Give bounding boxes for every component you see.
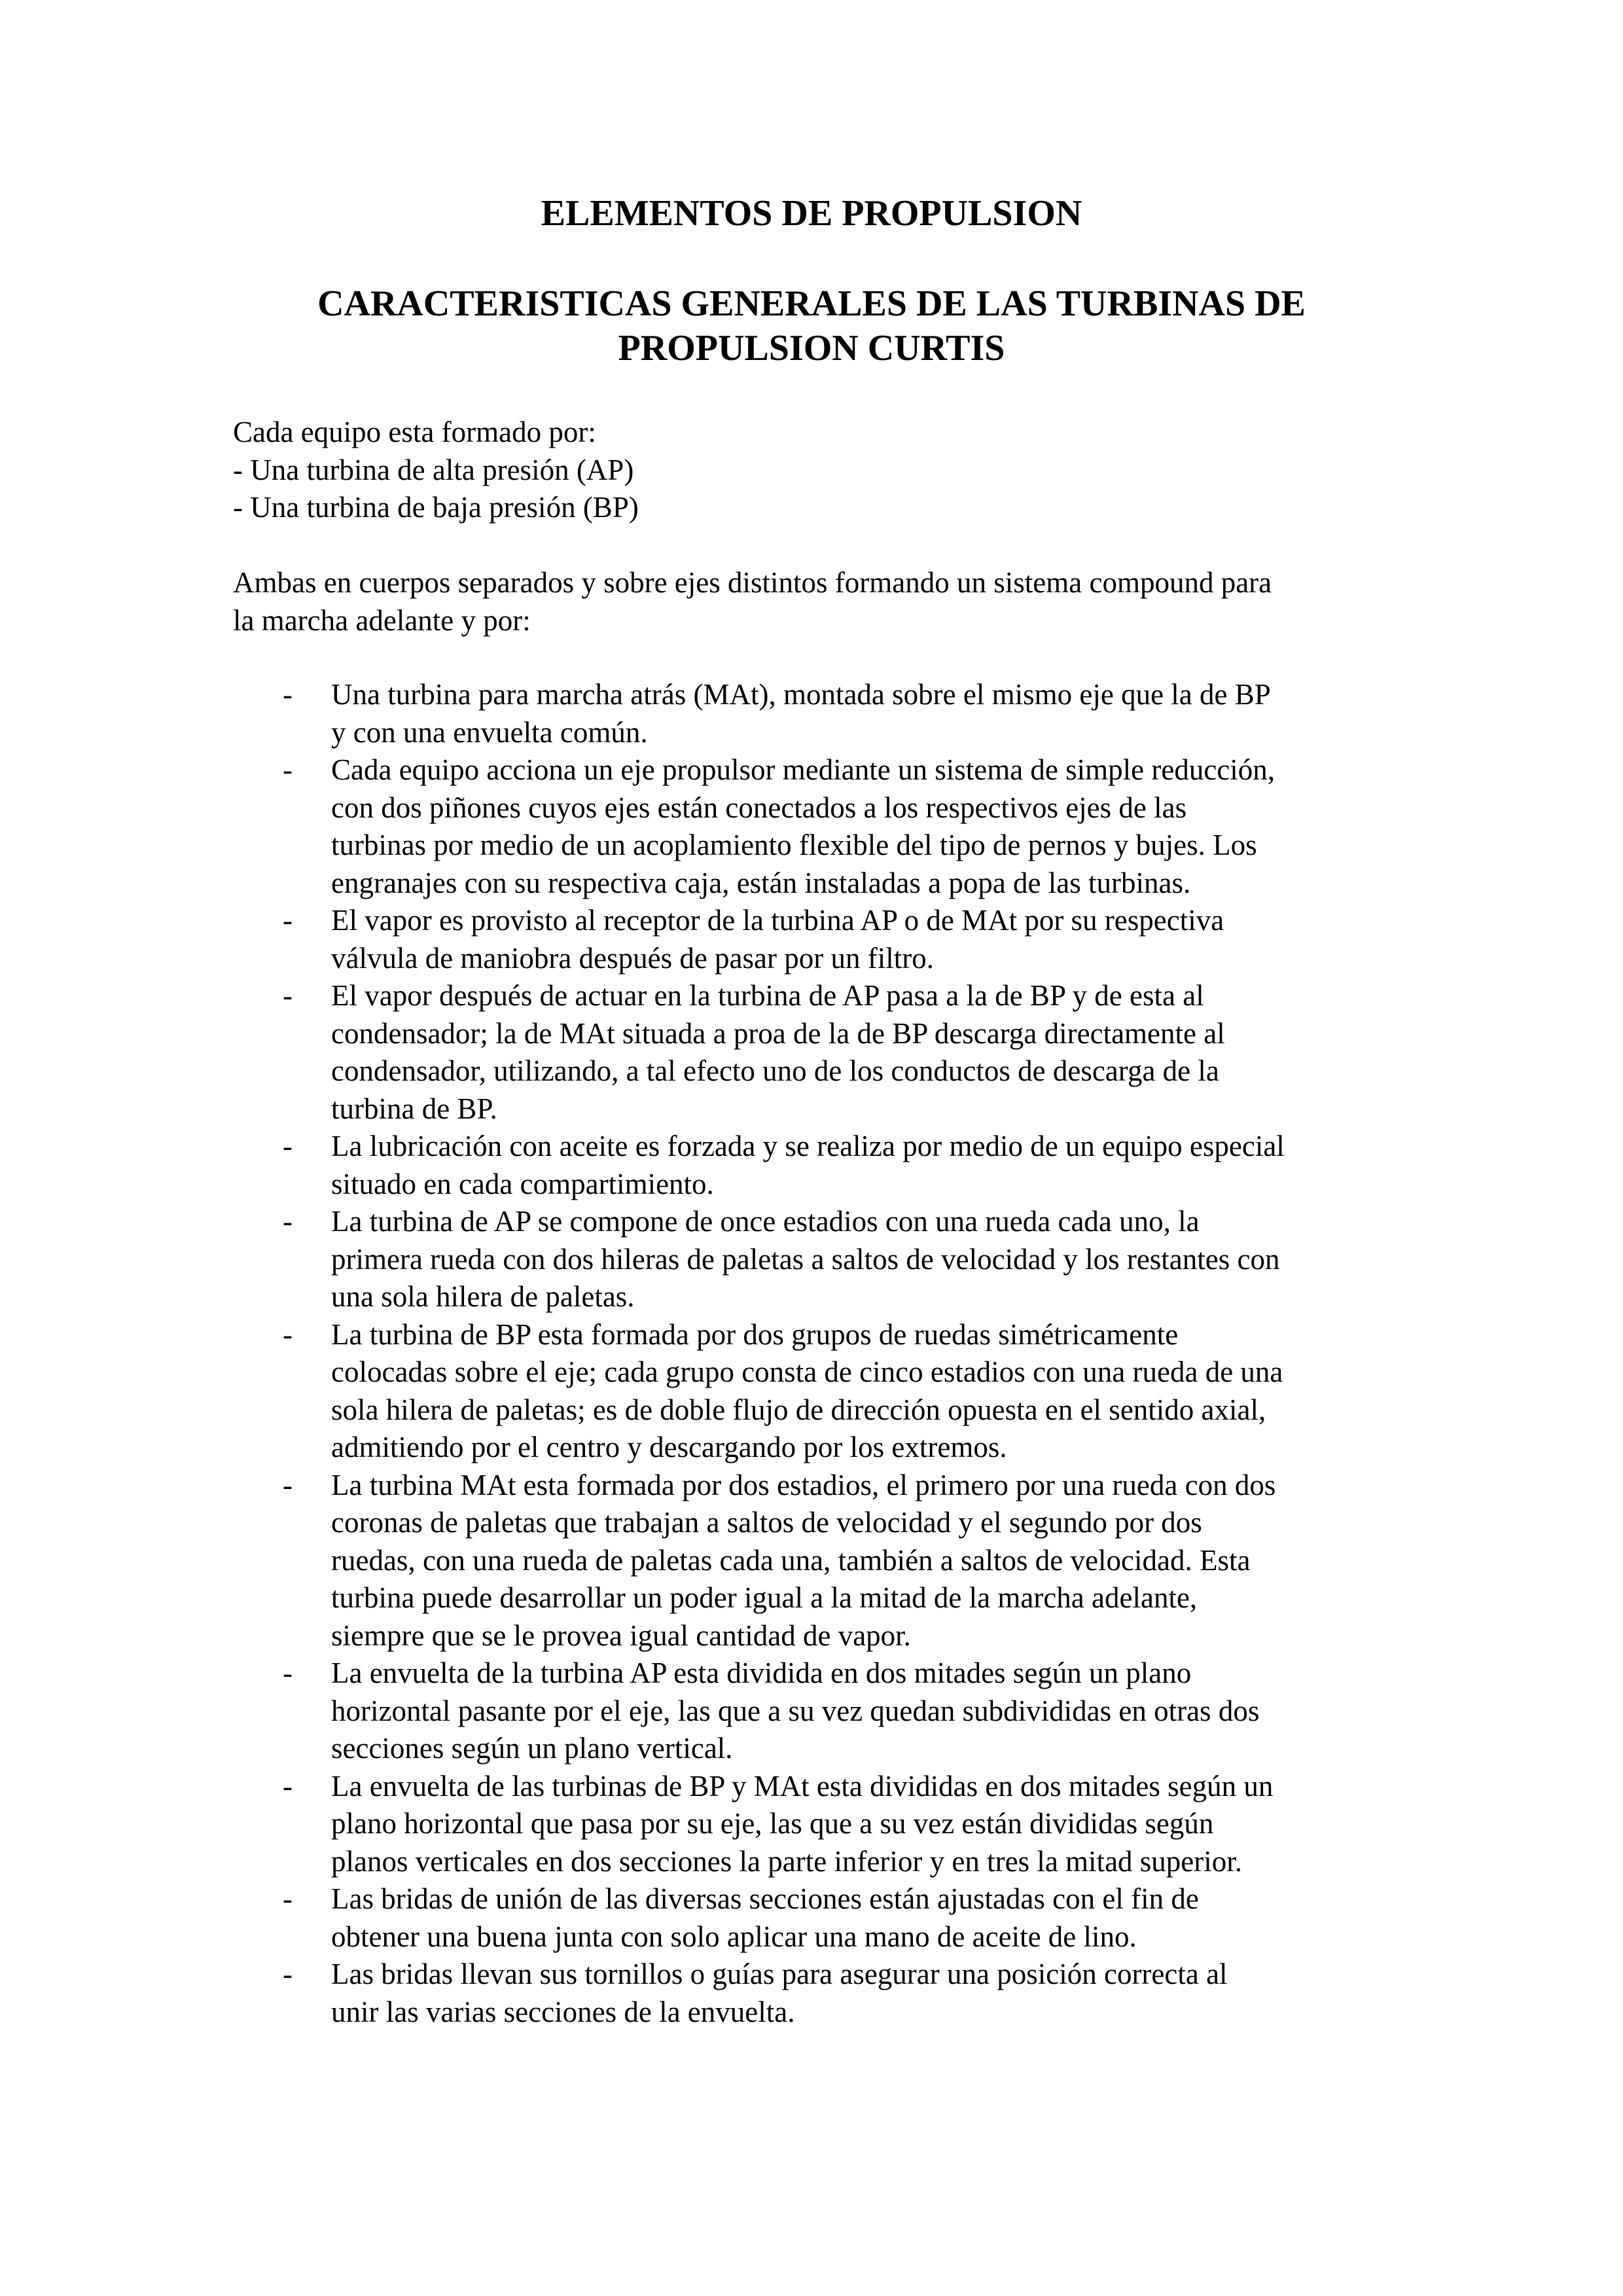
bullet-text-line: con dos piñones cuyos ejes están conectados a los respectivos ejes de las [331, 791, 1187, 824]
bullet-text-line: El vapor es provisto al receptor de la turbina AP o de MAt por su respectiva [331, 904, 1224, 937]
bullet-text-line: La envuelta de las turbinas de BP y MAt esta divididas en dos mitades según un [331, 1769, 1274, 1803]
bullet-text-line: La lubricación con aceite es forzada y se realiza por medio de un equipo especial [331, 1130, 1285, 1162]
bullet-text-line: plano horizontal que pasa por su eje, las que a su vez están divididas según [331, 1807, 1214, 1840]
bullet-text-line: horizontal pasante por el eje, las que a su vez quedan subdivididas en otras dos [331, 1694, 1260, 1727]
bullet-item [233, 676, 1411, 751]
intro-line: - Una turbina de alta presión (AP) [233, 453, 634, 486]
bullet-text-line: turbina de BP. [331, 1092, 497, 1125]
bullet-text-line: Las bridas llevan sus tornillos o guías para asegurar una posición correcta al [331, 1958, 1228, 1990]
bullet-text-line: Una turbina para marcha atrás (MAt), montada sobre el mismo eje que la de BP [331, 678, 1271, 711]
bullet-marker: - [283, 1958, 293, 1990]
bullet-item [233, 1128, 1411, 1203]
bullet-marker: - [283, 1205, 293, 1238]
subtitle-line: PROPULSION CURTIS [618, 328, 1005, 368]
bullet-text-line: admitiendo por el centro y descargando por los extremos. [331, 1431, 1007, 1463]
bullet-text-line: siempre que se le provea igual cantidad de vapor. [331, 1619, 911, 1652]
page-title: ELEMENTOS DE PROPULSION [541, 193, 1082, 234]
intro-line: Cada equipo esta formado por: [233, 416, 596, 448]
bullet-text-line: condensador; la de MAt situada a proa de la de BP descarga directamente al [331, 1016, 1225, 1050]
bullet-marker: - [283, 1769, 293, 1803]
bullet-marker: - [283, 1468, 293, 1501]
bullet-text-line: planos verticales en dos secciones la parte inferior y en tres la mitad superior. [331, 1844, 1243, 1878]
bullet-item [233, 977, 1411, 1128]
bullet-text-line: y con una envuelta común. [331, 715, 648, 749]
bullet-item [233, 1880, 1411, 1956]
bullet-text-line: turbina puede desarrollar un poder igual a la mitad de la marcha adelante, [331, 1581, 1198, 1614]
bullet-text-line: La turbina de AP se compone de once estadios con una rueda cada uno, la [331, 1205, 1200, 1238]
bullet-text-line: coronas de paletas que trabajan a saltos de velocidad y el segundo por dos [331, 1506, 1202, 1539]
bullet-item [233, 1316, 1411, 1467]
bullet-text-line: una sola hilera de paletas. [331, 1280, 635, 1313]
bullet-text-line: secciones según un plano vertical. [331, 1732, 733, 1765]
bullet-text-line: condensador, utilizando, a tal efecto uno de los conductos de descarga de la [331, 1054, 1219, 1087]
bullet-text-line: ruedas, con una rueda de paletas cada una, también a saltos de velocidad. Esta [331, 1543, 1251, 1577]
bullet-text-line: sola hilera de paletas; es de doble flujo de dirección opuesta en el sentido axial, [331, 1393, 1266, 1426]
bullet-marker: - [283, 979, 293, 1012]
bullet-item [233, 1655, 1411, 1768]
bullet-marker: - [283, 1318, 293, 1351]
bullet-text-line: La envuelta de la turbina AP esta dividida en dos mitades según un plano [331, 1657, 1192, 1689]
bullet-text-line: válvula de maniobra después de pasar por un filtro. [331, 941, 934, 975]
intro-block [233, 414, 1411, 527]
bullet-text-line: La turbina MAt esta formada por dos estadios, el primero por una rueda con dos [331, 1468, 1276, 1501]
bullet-item [233, 1768, 1411, 1881]
page-subtitle [0, 281, 1623, 370]
bullet-text-line: primera rueda con dos hileras de paletas a saltos de velocidad y los restantes con [331, 1242, 1280, 1276]
bullet-text-line: El vapor después de actuar en la turbina de AP pasa a la de BP y de esta al [331, 979, 1204, 1012]
bullet-text-line: Las bridas de unión de las diversas secciones están ajustadas con el fin de [331, 1882, 1199, 1915]
bullet-list [233, 676, 1411, 2031]
paragraph-line: Ambas en cuerpos separados y sobre ejes distintos formando un sistema compound para [233, 566, 1272, 599]
bullet-text-line: obtener una buena junta con solo aplicar una mano de aceite de lino. [331, 1920, 1137, 1953]
bullet-text-line: La turbina de BP esta formada por dos grupos de ruedas simétricamente [331, 1318, 1179, 1351]
bullet-text-line: turbinas por medio de un acoplamiento flexible del tipo de pernos y bujes. Los [331, 829, 1257, 861]
bullet-marker: - [283, 753, 293, 786]
bullet-item [233, 902, 1411, 977]
bullet-marker: - [283, 1882, 293, 1915]
subtitle-line: CARACTERISTICAS GENERALES DE LAS TURBINAS DE [317, 283, 1306, 324]
bullet-marker: - [283, 1130, 293, 1162]
bullet-item [233, 751, 1411, 902]
paragraph-line: la marcha adelante y por: [233, 603, 531, 637]
bullet-text-line: engranajes con su respectiva caja, están instaladas a popa de las turbinas. [331, 866, 1191, 899]
bullet-item [233, 1956, 1411, 2031]
bullet-marker: - [283, 678, 293, 711]
bullet-text-line: situado en cada compartimiento. [331, 1167, 714, 1200]
bullet-text-line: colocadas sobre el eje; cada grupo consta de cinco estadios con una rueda de una [331, 1355, 1283, 1388]
bullet-text-line: unir las varias secciones de la envuelta. [331, 1995, 795, 2028]
bullet-item [233, 1467, 1411, 1655]
bullet-marker: - [283, 1657, 293, 1689]
bullet-item [233, 1203, 1411, 1316]
intro-line: - Una turbina de baja presión (BP) [233, 491, 639, 524]
bullet-marker: - [283, 904, 293, 937]
intro-paragraph [233, 564, 1411, 639]
bullet-text-line: Cada equipo acciona un eje propulsor mediante un sistema de simple reducción, [331, 753, 1275, 786]
